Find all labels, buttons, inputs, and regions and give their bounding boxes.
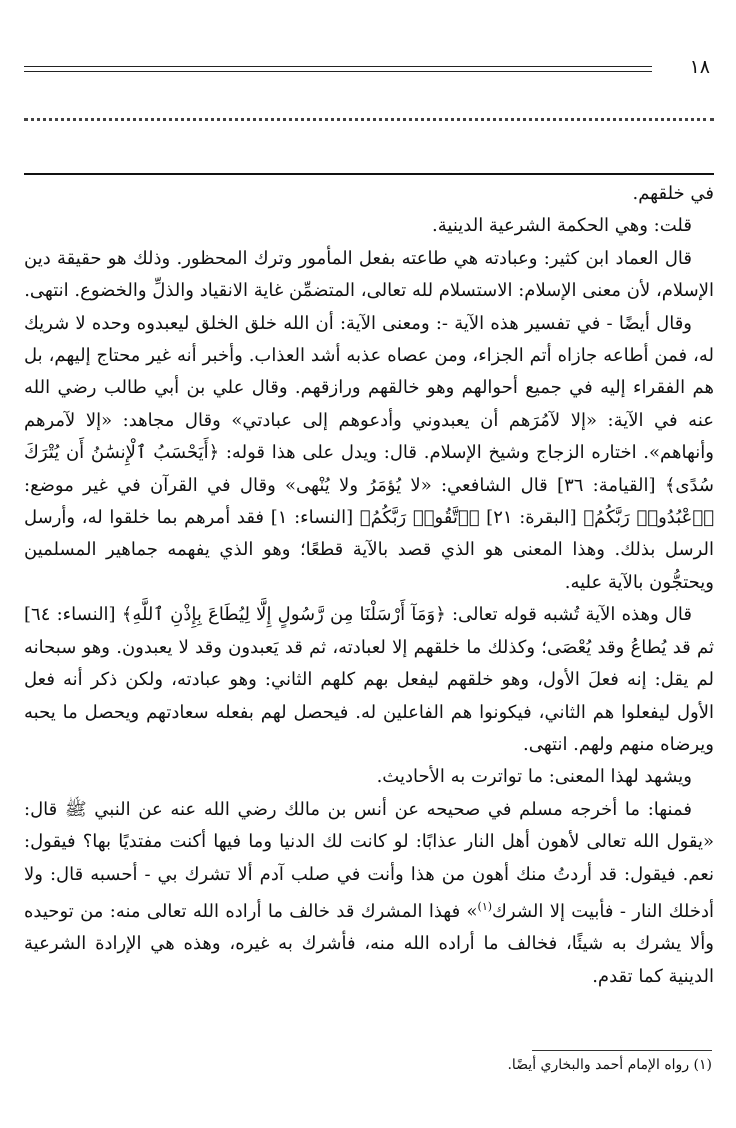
dotted-line — [24, 118, 714, 133]
paragraph: قال وهذه الآية تُشبه قوله تعالى: ﴿وَمَآ أَرْسَلْنَا مِن رَّسُولٍ إِلَّا لِيُطَاعَ بِإِذْنِ ٱللَّهِ﴾ [النساء: ٦٤] ثم قد يُطاعُ وقد يُعْصَى؛ وكذلك ما خلقهم إلا لعبادته، ثم قد يَعبدون وقد لا يعبدون. وهو سبحانه لم يقل: إنه فعلَ الأول، وهو خلقهم ليفعل بهم كلهم الثاني: وهو عبادته، ولكن ذكر أنه فعل الأول ليفعلوا هم الثاني، فيكونوا هم الفاعلين له. فيحصل لهم بفعله سعادتهم ويحصل ما يحبه ويرضاه منهم ولهم. انتهى. — [24, 604, 714, 755]
paragraph-part: » فهذا المشرك قد خالف ما أراده الله تعالى منه: من توحيده وألا يشرك به شيئًا، فخالف ما أراده الله منه، فأشرك به غيره، وهذه هي الإرادة الشرعية الدينية كما تقدم. — [24, 900, 714, 987]
paragraph: في خلقهم. — [632, 183, 714, 204]
paragraph: قال العماد ابن كثير: وعبادته هي طاعته بفعل المأمور وترك المحظور. وذلك هو حقيقة دين الإسلام، لأن معنى الإسلام: الاستسلام لله تعالى، المتضمِّن غاية الانقياد والذلِّ والخضوع. انتهى. — [24, 247, 714, 302]
paragraph: ويشهد لهذا المعنى: ما تواترت به الأحاديث. — [376, 766, 692, 788]
footnote: (١) رواه الإمام أحمد والبخاري أيضًا. — [507, 1057, 712, 1073]
paragraph: وقال أيضًا - في تفسير هذه الآية -: ومعنى الآية: أن الله خلق الخلق ليعبدوه وحده لا شريك له، فمن أطاعه جازاه أتم الجزاء، ومن عصاه عذبه أشد العذاب. وأخبر أنه غير محتاج إليهم، بل هم الفقراء إليه في جميع أحوالهم وهو خالقهم ورازقهم. وقال علي بن أبي طالب رضي الله عنه في الآية: «إلا لآمُرَهم أن يعبدوني وأدعوهم إلى عبادتي» وقال مجاهد: «إلا لآمرهم وأنهاهم». اختاره الزجاج وشيخ الإسلام. قال: ويدل على هذا قوله: ﴿أَيَحْسَبُ ٱلْإِنسَٰنُ أَن يُتْرَكَ سُدًى﴾ [القيامة: ٣٦] قال الشافعي: «لا يُؤمَرُ ولا يُنْهى» وقال في القرآن في غير موضع: ﴿ٱعْبُدُوا۟ رَبَّكُمُ﴾ [البقرة: ٢١] ﴿ٱتَّقُوا۟ رَبَّكُمُ﴾ [النساء: ١] فقد أمرهم بما خلقوا له، وأرسل الرسل بذلك. وهذا المعنى هو الذي قصد بالآية قطعًا؛ وهو الذي يفهمه جماهير المسلمين ويحتجُّون بالآية عليه. — [24, 312, 714, 593]
section-rule — [24, 173, 714, 175]
page-number: ١٨ — [689, 56, 710, 78]
paragraph: قلت: وهي الحكمة الشرعية الدينية. — [432, 215, 692, 237]
main-text — [24, 178, 714, 993]
paragraph-with-footnote — [24, 794, 714, 993]
paragraph-part: فمنها: ما أخرجه مسلم في صحيحه عن أنس بن مالك رضي الله عنه عن النبي ﷺ قال: «يقول الله تعالى لأهون أهل النار عذابًا: لو كانت لك الدنيا وما فيها أكنت مفتديًا بها؟ فيقول: نعم. فيقول: قد أردتُ منك أهون من هذا وأنت في صلب آدم ألا تشرك بي - أحسبه قال: ولا أدخلك النار - فأبيت إلا الشرك — [24, 798, 714, 922]
footnote-rule — [532, 1050, 712, 1051]
footnote-marker: (١) — [477, 899, 493, 913]
header-rule-1 — [24, 66, 652, 67]
header-rule-2 — [24, 71, 652, 72]
